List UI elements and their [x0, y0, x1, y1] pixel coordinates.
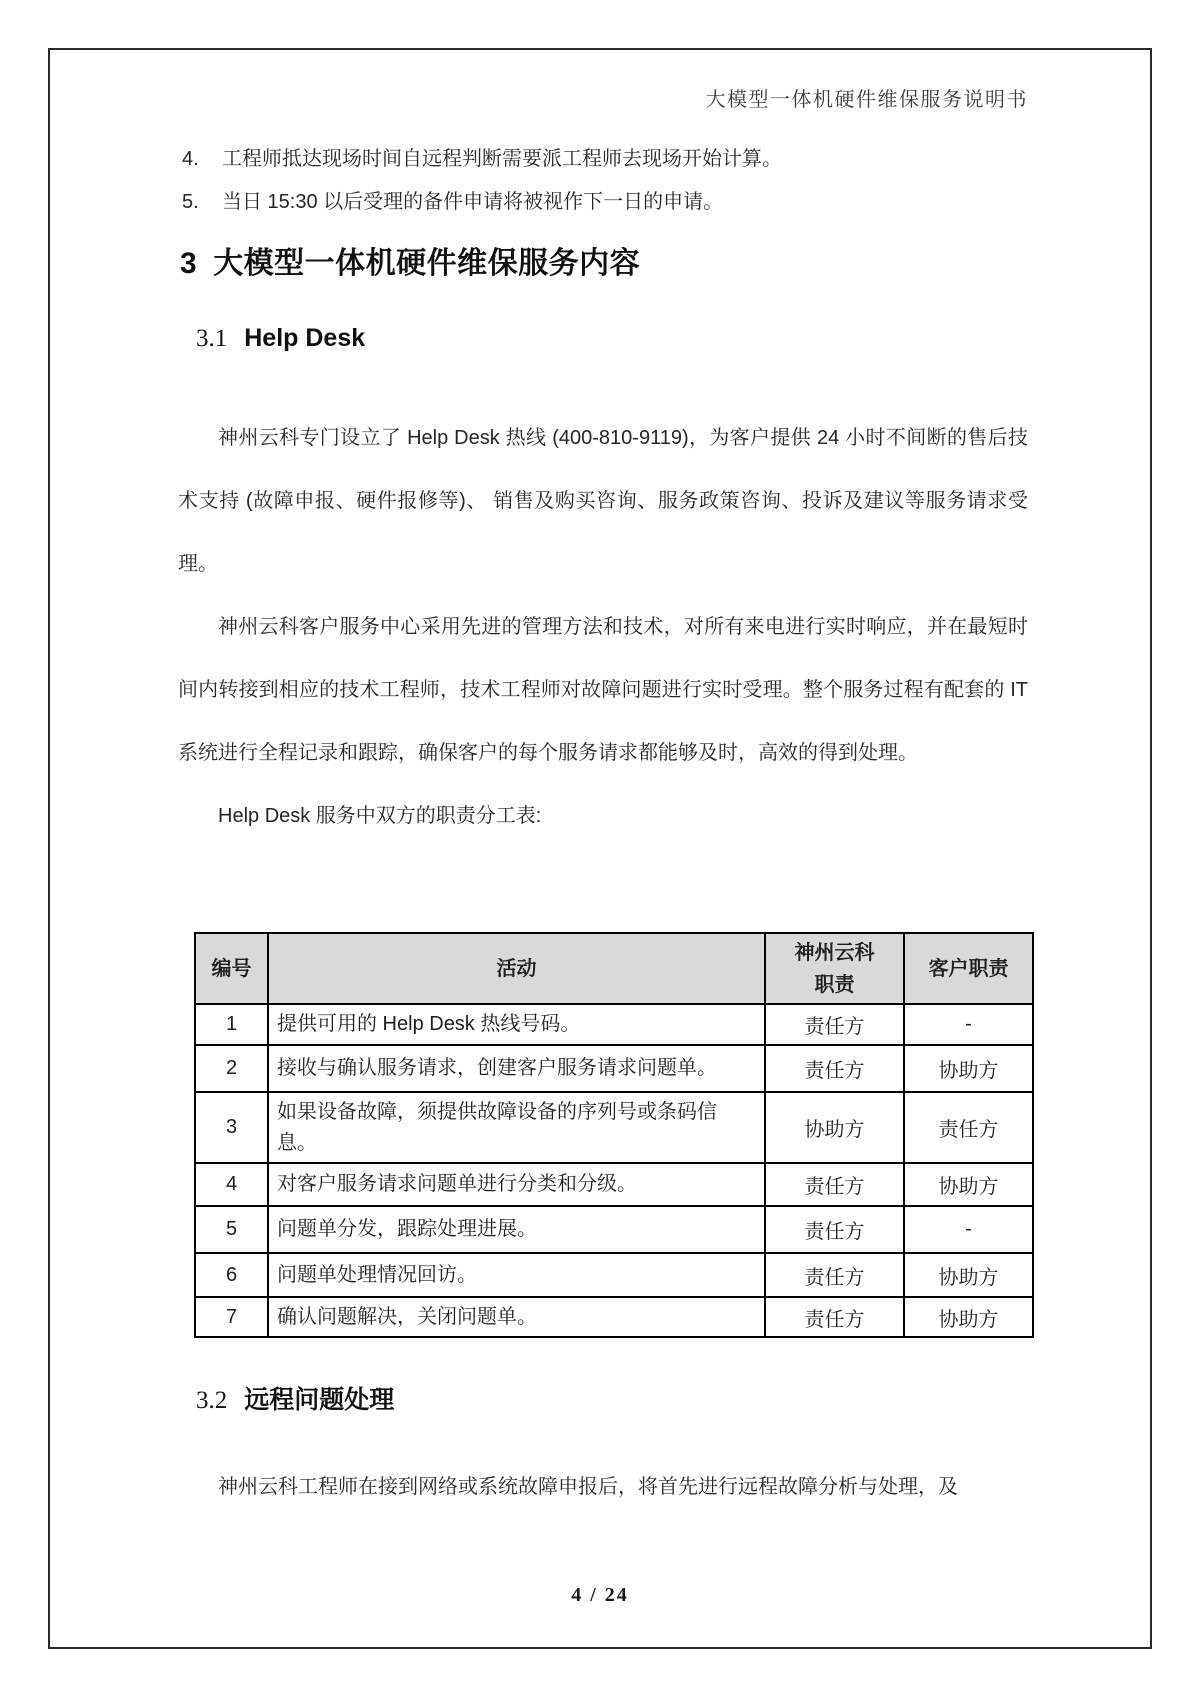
cell-customer-duty: 责任方 — [904, 1092, 1033, 1163]
paragraph: 神州云科专门设立了 Help Desk 热线 (400-810-9119)，为客户提供 24 小时不间断的售后技术支持 (故障申报、硬件报修等)、 销售及购买咨询、服务政策咨询、投诉及建议等服务请求受理。 — [178, 427, 1028, 575]
section-title: 远程问题处理 — [244, 1386, 395, 1414]
section-3-2-heading — [196, 1380, 394, 1416]
list-item-text: 工程师抵达现场时间自远程判断需要派工程师去现场开始计算。 — [222, 148, 782, 170]
section-title: 大模型一体机硬件维保服务内容 — [213, 247, 641, 280]
cell-activity: 如果设备故障，须提供故障设备的序列号或条码信息。 — [268, 1092, 765, 1163]
section-number: 3.2 — [196, 1387, 228, 1414]
cell-dcits-duty: 责任方 — [765, 1045, 904, 1092]
responsibilities-table-container — [194, 932, 1034, 1338]
cell-number: 5 — [195, 1206, 268, 1253]
table-row — [195, 1092, 1033, 1163]
header-cell-customer-duty: 客户职责 — [904, 933, 1033, 1004]
cell-dcits-duty: 责任方 — [765, 1004, 904, 1045]
cell-activity: 问题单分发，跟踪处理进展。 — [268, 1206, 765, 1253]
section-3-1-heading — [196, 324, 365, 353]
cell-activity: 问题单处理情况回访。 — [268, 1253, 765, 1297]
cell-customer-duty: 协助方 — [904, 1045, 1033, 1092]
cell-activity: 确认问题解决，关闭问题单。 — [268, 1297, 765, 1337]
section-3-1-body — [178, 407, 1028, 848]
cell-dcits-duty: 责任方 — [765, 1297, 904, 1337]
cell-number: 7 — [195, 1297, 268, 1337]
cell-dcits-duty: 协助方 — [765, 1092, 904, 1163]
table-row — [195, 1206, 1033, 1253]
cell-activity: 对客户服务请求问题单进行分类和分级。 — [268, 1163, 765, 1206]
section-number: 3 — [180, 247, 198, 280]
table-row — [195, 1253, 1033, 1297]
list-item-text: 当日 15:30 以后受理的备件申请将被视作下一日的申请。 — [222, 191, 724, 213]
section-title: Help Desk — [244, 324, 366, 352]
cell-number: 6 — [195, 1253, 268, 1297]
cell-number: 3 — [195, 1092, 268, 1163]
paragraph: 神州云科客户服务中心采用先进的管理方法和技术，对所有来电进行实时响应，并在最短时间内转接到相应的技术工程师，技术工程师对故障问题进行实时受理。整个服务过程有配套的 IT 系统进行全程记录和跟踪，确保客户的每个服务请求都能够及时，高效的得到处理。 — [178, 616, 1028, 764]
cell-dcits-duty: 责任方 — [765, 1206, 904, 1253]
section-3-heading — [180, 238, 640, 282]
table-row — [195, 1297, 1033, 1337]
cell-number: 4 — [195, 1163, 268, 1206]
header-cell-activity: 活动 — [268, 933, 765, 1004]
table-row — [195, 1004, 1033, 1045]
section-3-2-body — [178, 1456, 1028, 1519]
cell-activity: 接收与确认服务请求，创建客户服务请求问题单。 — [268, 1045, 765, 1092]
header-cell-dcits-line1: 神州云科 — [794, 941, 875, 964]
cell-activity: 提供可用的 Help Desk 热线号码。 — [268, 1004, 765, 1045]
table-row — [195, 1045, 1033, 1092]
table-header-row — [195, 933, 1033, 1004]
cell-customer-duty: 协助方 — [904, 1253, 1033, 1297]
cell-number: 2 — [195, 1045, 268, 1092]
header-cell-number: 编号 — [195, 933, 268, 1004]
table-row — [195, 1163, 1033, 1206]
page-header-title: 大模型一体机硬件维保服务说明书 — [705, 89, 1028, 111]
list-item — [182, 189, 1032, 215]
table-intro-text: Help Desk 服务中双方的职责分工表: — [218, 805, 542, 827]
list-item-number: 5. — [182, 191, 199, 213]
cell-dcits-duty: 责任方 — [765, 1253, 904, 1297]
section-number: 3.1 — [196, 325, 228, 352]
header-cell-dcits-line2: 职责 — [814, 973, 855, 996]
list-item — [182, 146, 1032, 172]
responsibilities-table — [194, 932, 1034, 1338]
cell-customer-duty: 协助方 — [904, 1163, 1033, 1206]
cell-customer-duty: - — [904, 1206, 1033, 1253]
page-footer: 4 / 24 — [571, 1584, 629, 1606]
list-item-number: 4. — [182, 148, 199, 170]
cell-number: 1 — [195, 1004, 268, 1045]
cell-customer-duty: - — [904, 1004, 1033, 1045]
paragraph: 神州云科工程师在接到网络或系统故障申报后，将首先进行远程故障分析与处理，及 — [218, 1476, 958, 1498]
numbered-list — [182, 146, 1032, 232]
header-cell-dcits-duty — [765, 933, 904, 1004]
cell-dcits-duty: 责任方 — [765, 1163, 904, 1206]
cell-customer-duty: 协助方 — [904, 1297, 1033, 1337]
